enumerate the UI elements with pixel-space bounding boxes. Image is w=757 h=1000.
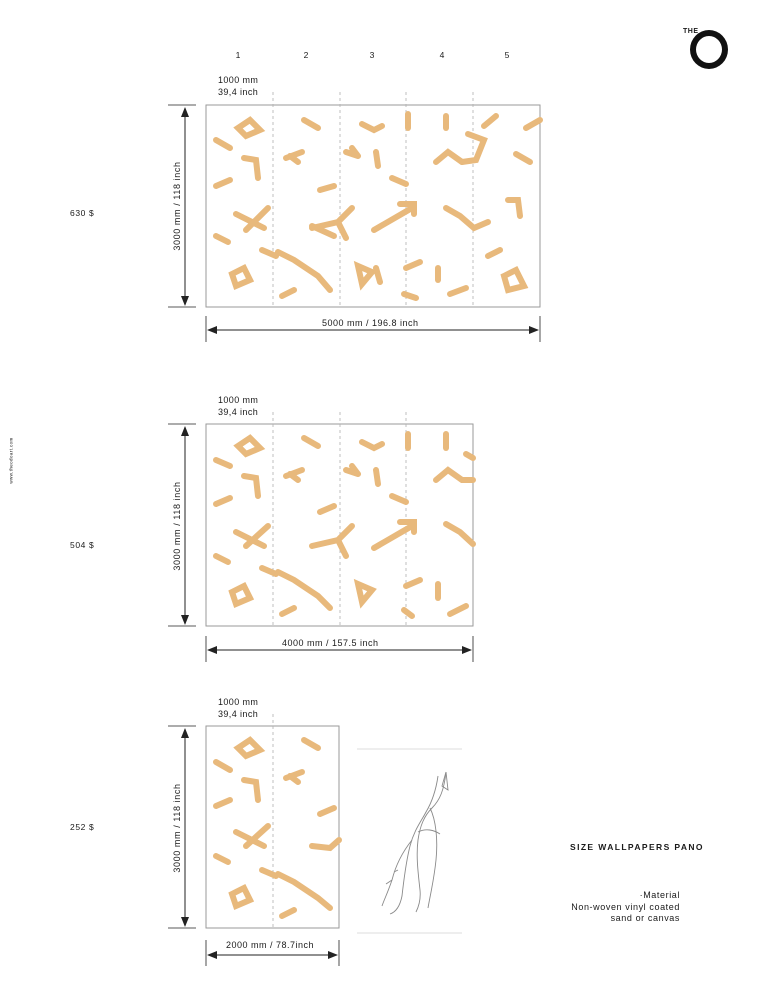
info-title: SIZE WALLPAPERS PANO <box>570 842 704 852</box>
option-4-panels <box>168 412 473 662</box>
panel-number-2: 2 <box>303 50 309 60</box>
height-label-3: 3000 mm / 118 inch <box>172 783 182 873</box>
panel-width-inch: 39,4 inch <box>218 407 259 417</box>
panel-number-4: 4 <box>439 50 445 60</box>
material-title: ·Material <box>639 890 680 900</box>
logo-text: THE <box>683 28 699 35</box>
price-option-4-panels: 504 $ <box>70 540 95 550</box>
panel-width-mm: 1000 mm <box>218 395 259 405</box>
panel-width-inch: 39,4 inch <box>218 87 259 97</box>
width-label-4-panels: 4000 mm / 157.5 inch <box>278 638 383 648</box>
material-line-2: sand or canvas <box>610 913 680 923</box>
panel-width-inch: 39,4 inch <box>218 709 259 719</box>
human-scale-sketch <box>357 749 462 933</box>
wallpaper-frame <box>206 105 540 307</box>
website-text: www.theodoart.com <box>8 437 14 484</box>
option-2-panels <box>168 714 339 966</box>
price-option-2-panels: 252 $ <box>70 822 95 832</box>
bullet-icon: · <box>639 890 644 900</box>
panel-width-mm: 1000 mm <box>218 75 259 85</box>
material-line-1: Non-woven vinyl coated <box>571 901 680 912</box>
height-label-2: 3000 mm / 118 inch <box>172 481 182 571</box>
panel-number-1: 1 <box>235 50 241 60</box>
panel-number-5: 5 <box>504 50 510 60</box>
material-info <box>540 890 680 925</box>
option-5-panels <box>168 92 540 342</box>
price-option-5-panels: 630 $ <box>70 208 95 218</box>
panel-width-mm: 1000 mm <box>218 697 259 707</box>
height-label-1: 3000 mm / 118 inch <box>172 161 182 251</box>
width-label-2-panels: 2000 mm / 78.7inch <box>222 940 318 950</box>
panel-number-3: 3 <box>369 50 375 60</box>
width-label-5-panels: 5000 mm / 196.8 inch <box>318 318 423 328</box>
